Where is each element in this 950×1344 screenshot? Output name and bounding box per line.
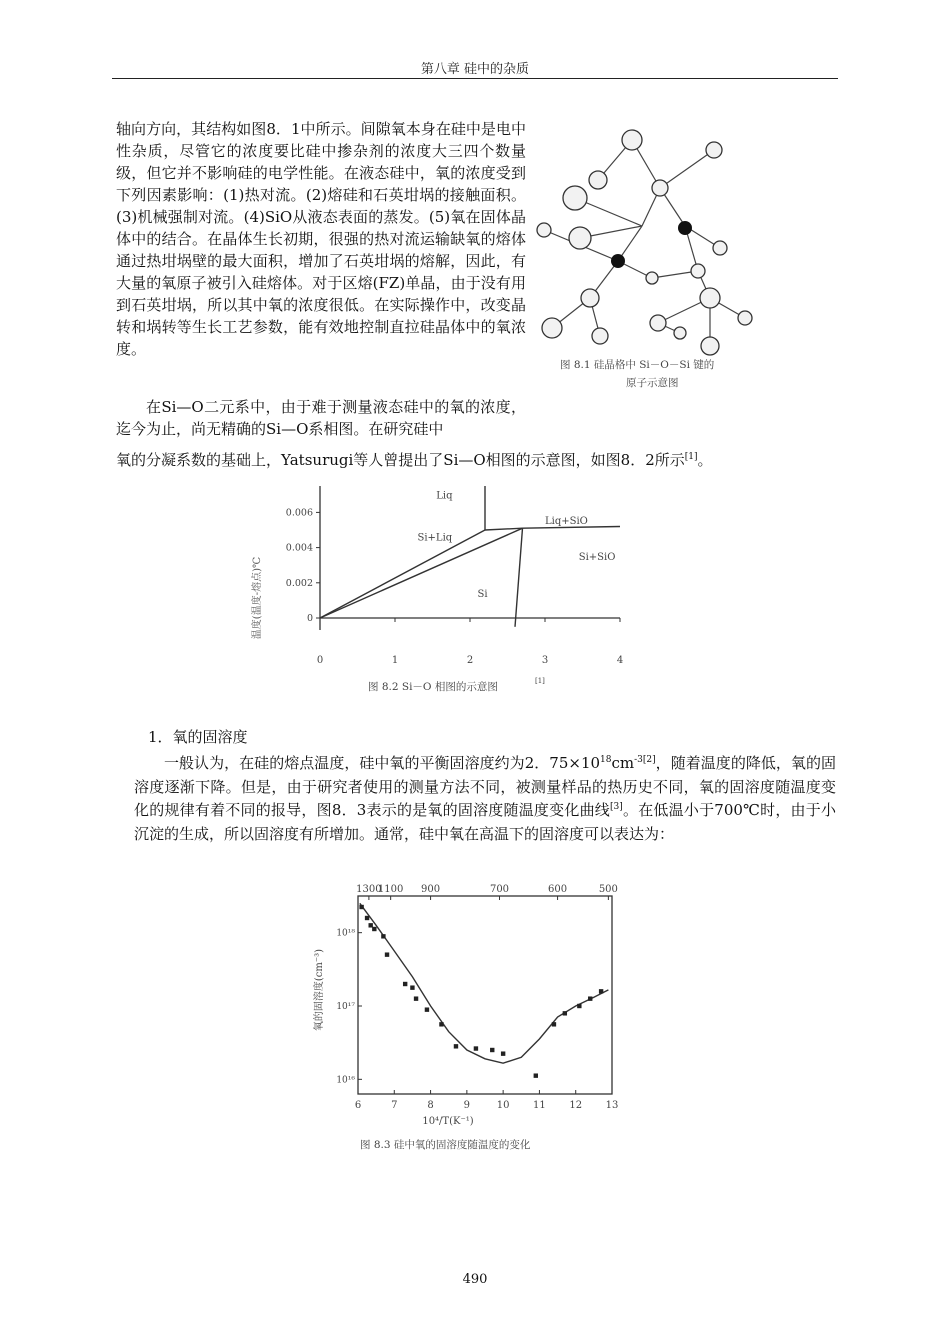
data-point	[372, 927, 376, 931]
data-point	[403, 982, 407, 986]
region-label: Si+SiO	[578, 551, 616, 563]
y-tick-label: 10¹⁷	[336, 1002, 355, 1012]
top-tick-label: 1100	[377, 884, 404, 895]
figure-3-ylabel: 氧的固溶度(cm⁻³)	[314, 948, 325, 1032]
data-point	[534, 1073, 538, 1077]
reference-2: -3[2]	[634, 755, 656, 765]
y-tick-label: 0	[306, 613, 313, 624]
data-point	[414, 996, 418, 1000]
x-tick-label: 9	[463, 1100, 471, 1111]
figure-1-caption-line2: 原子示意图	[626, 377, 679, 389]
paragraph-4: 一般认为，在硅的熔点温度，硅中氧的平衡固溶度约为2．$75\times 10^{18}cm^{-3[2]}$，随着温度的降低，氧的固溶度逐渐下降。但是，由于研究者使用的测量方法不同，被测量样品的热历史不同，氧的固溶度随温度变化的规律有着不同的报导，图8．3表示的是氧的固溶度随温度变化曲线[3]。在低温小于700℃时，由于小沉淀的生成，所以固溶度有所增加。通常，硅中氧在高温下的固溶度可以表达为：	[134, 754, 836, 843]
x-tick-label: 10	[496, 1100, 510, 1111]
data-point	[439, 1022, 443, 1026]
header-rule	[112, 78, 838, 79]
y-tick-label: 0.004	[285, 542, 313, 554]
phase-boundary-line	[485, 527, 620, 531]
figure-3-xlabel: 10⁴/T(K⁻¹)	[422, 1116, 474, 1127]
x-tick-label: 8	[427, 1100, 434, 1111]
data-point	[385, 952, 389, 956]
data-point	[577, 1004, 581, 1008]
y-tick-label: 0.006	[285, 507, 313, 519]
reference-3: [3]	[610, 802, 623, 812]
data-point	[501, 1051, 505, 1055]
data-point	[490, 1048, 494, 1052]
x-tick-label: 13	[605, 1100, 619, 1111]
x-tick-label: 7	[391, 1100, 398, 1111]
section-title: 1．氧的固溶度	[148, 728, 248, 746]
x-tick-label: 3	[541, 655, 549, 666]
data-point	[552, 1022, 556, 1026]
solubility-curve	[360, 903, 609, 1063]
running-header: 第八章 硅中的杂质	[420, 62, 530, 77]
paragraph-1: 轴向方向，其结构如图8．1中所示。间隙氧本身在硅中是电中性杂质，尽管它的浓度要比硅中掺杂剂的浓度大三四个数量级，但它并不影响硅的电学性能。在液态硅中，氧的浓度受到下列因素影响：(1)热对流。(2)熔硅和石英坩埚的接触面积。(3)机械强制对流。(4)SiO从液态表面的蒸发。(5)氧在固体晶体中的结合。在晶体生长初期，很强的热对流运输缺氧的熔体通过热坩埚壁的最大面积，增加了石英坩埚的熔解，因此，有大量的氧原子被引入硅熔体。对于区熔(FZ)单晶，由于没有用到石英坩埚，所以其中氧的浓度很低。在实际操作中，改变晶转和埚转等生长工艺参数，能有效地控制直拉硅晶体中的氧浓度。	[116, 120, 526, 358]
top-tick-label: 1300	[356, 884, 382, 895]
region-label: Si	[477, 588, 488, 600]
figure-1-caption-line1: 图 8.1 硅晶格中 Si－O－Si 键的	[560, 359, 715, 371]
plot-frame	[358, 896, 612, 1094]
figure-1	[530, 118, 760, 398]
si-o-phase-diagram	[250, 478, 650, 700]
phase-boundary-line	[320, 530, 485, 618]
figure-2-caption: 图 8.2 Si－O 相图的示意图	[368, 681, 498, 693]
region-label: Si+Liq	[417, 532, 453, 544]
data-point	[563, 1011, 567, 1015]
data-point	[410, 985, 414, 989]
top-tick-label: 500	[598, 884, 618, 895]
figure-3-caption: 图 8.3 硅中氧的固溶度随温度的变化	[360, 1139, 531, 1151]
si-o-si-lattice-diagram	[530, 118, 760, 398]
data-point	[454, 1044, 458, 1048]
x-tick-label: 11	[533, 1100, 546, 1111]
paragraph-3: 氧的分凝系数的基础上，Yatsurugi等人曾提出了Si—O相图的示意图，如图8．2所示[1]。	[116, 451, 713, 469]
x-tick-label: 2	[466, 655, 474, 666]
data-point	[365, 916, 369, 920]
x-tick-label: 1	[391, 655, 399, 666]
data-point	[588, 996, 592, 1000]
figure-2-caption-ref: [1]	[535, 677, 545, 685]
x-tick-label: 6	[354, 1100, 362, 1111]
y-tick-label: 10¹⁶	[336, 1075, 355, 1086]
data-point	[474, 1046, 478, 1050]
region-label: Liq+SiO	[545, 515, 588, 527]
page-number: 490	[462, 1272, 488, 1287]
figure-3	[300, 880, 630, 1160]
top-tick-label: 700	[489, 884, 510, 895]
data-point	[359, 905, 363, 909]
data-point	[425, 1007, 429, 1011]
reference-1: [1]	[684, 452, 698, 462]
y-tick-label: 10¹⁸	[336, 928, 355, 939]
x-tick-label: 12	[569, 1100, 583, 1111]
x-tick-label: 4	[616, 655, 624, 666]
top-tick-label: 900	[421, 884, 441, 895]
top-tick-label: 600	[548, 884, 568, 895]
data-point	[599, 989, 603, 993]
paragraph-2: 在Si—O二元系中，由于难于测量液态硅中的氧的浓度，迄今为止，尚无精确的Si—O系相图。在研究硅中	[116, 398, 526, 438]
figure-2	[250, 478, 650, 700]
figure-2-ylabel: 温度(温度-熔点)℃	[252, 556, 263, 640]
x-tick-label: 0	[316, 655, 324, 666]
phase-boundary-line	[515, 528, 523, 627]
region-label: Liq	[436, 490, 453, 502]
oxygen-solubility-chart	[300, 880, 630, 1160]
data-point	[381, 934, 385, 938]
y-tick-label: 0.002	[285, 577, 313, 589]
